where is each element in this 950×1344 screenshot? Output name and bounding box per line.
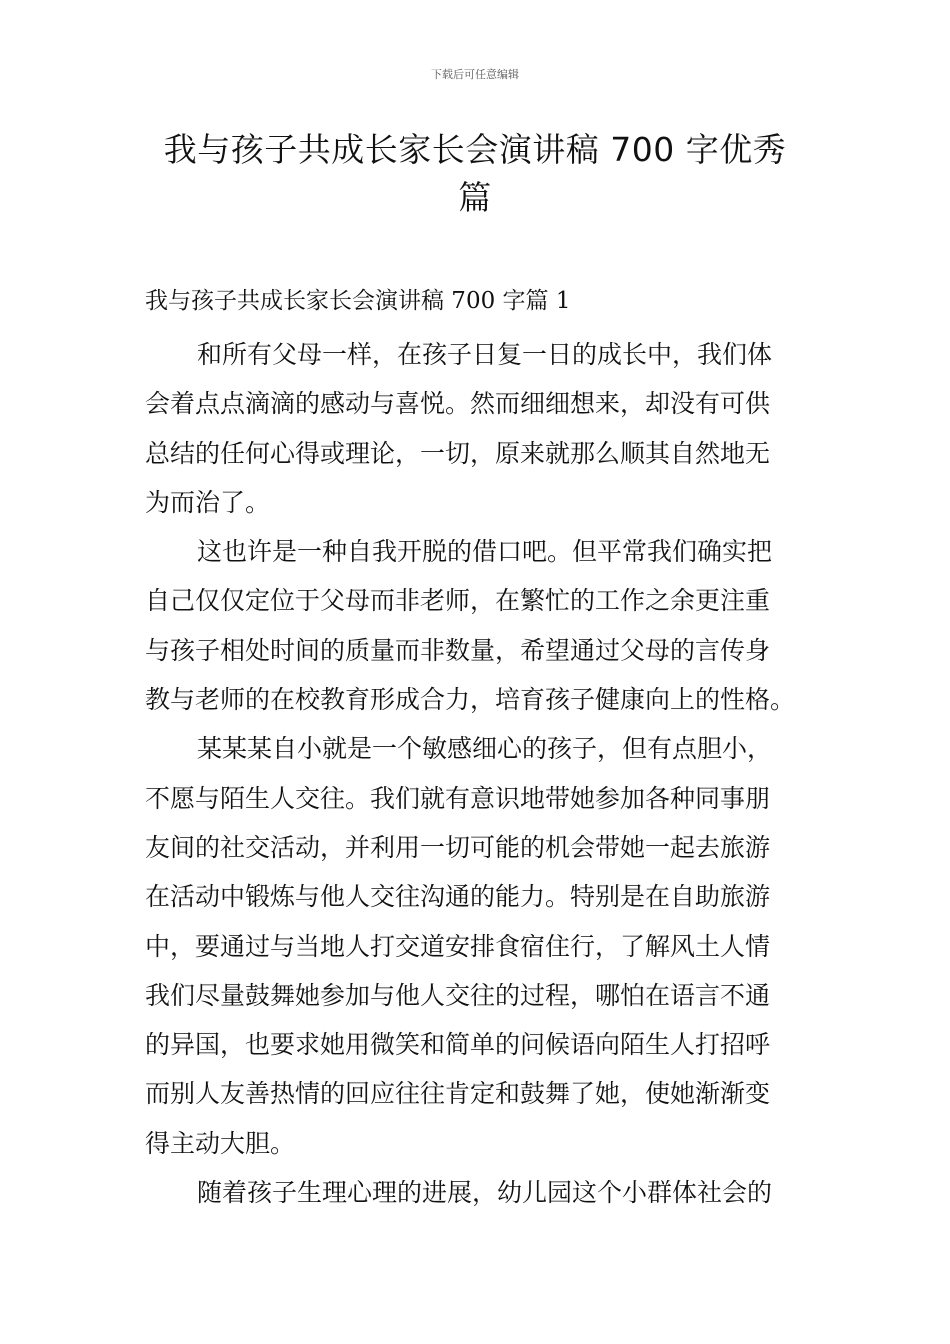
paragraph-line: 自己仅仅定位于父母而非老师，在繁忙的工作之余更注重 (145, 586, 771, 616)
paragraph (145, 1168, 805, 1217)
paragraph-line: 教与老师的在校教育形成合力，培育孩子健康向上的性格。 (145, 685, 796, 715)
paragraph-line: 与孩子相处时间的质量而非数量，希望通过父母的言传身 (145, 635, 771, 665)
paragraph-line: 为而治了。 (145, 487, 271, 517)
paragraph-line: 的异国，也要求她用微笑和简单的问候语向陌生人打招呼 (145, 1030, 771, 1060)
paragraph-line: 得主动大胆。 (145, 1128, 296, 1158)
document-title (145, 126, 805, 222)
paragraph (145, 724, 805, 1168)
page-header-note: 下载后可任意编辑 (431, 68, 519, 81)
section-heading: 我与孩子共成长家长会演讲稿 700 字篇 1 (145, 288, 571, 314)
paragraph (145, 330, 805, 527)
paragraph-line: 随着孩子生理心理的进展，幼儿园这个小群体社会的 (197, 1178, 773, 1208)
paragraph-line: 不愿与陌生人交往。我们就有意识地带她参加各种同事朋 (145, 783, 771, 813)
paragraph-line: 友间的社交活动，并利用一切可能的机会带她一起去旅游 (145, 832, 771, 862)
title-line: 我与孩子共成长家长会演讲稿 700 字优秀 (163, 130, 787, 169)
paragraph-line: 在活动中锻炼与他人交往沟通的能力。特别是在自助旅游 (145, 882, 771, 912)
paragraph-line: 而别人友善热情的回应往往肯定和鼓舞了她，使她渐渐变 (145, 1079, 771, 1109)
paragraph-line: 我们尽量鼓舞她参加与他人交往的过程，哪怕在语言不通 (145, 980, 771, 1010)
paragraph-line: 中，要通过与当地人打交道安排食宿住行，了解风土人情 (145, 931, 771, 961)
paragraph-line: 某某某自小就是一个敏感细心的孩子，但有点胆小， (197, 734, 773, 764)
paragraph-line: 和所有父母一样，在孩子日复一日的成长中，我们体 (197, 340, 773, 369)
paragraph-line: 这也许是一种自我开脱的借口吧。但平常我们确实把 (197, 537, 773, 567)
paragraph-line: 会着点点滴滴的感动与喜悦。然而细细想来，却没有可供 (145, 389, 771, 419)
document-body (145, 330, 805, 1217)
paragraph-line: 总结的任何心得或理论，一切，原来就那么顺其自然地无 (145, 438, 771, 468)
paragraph (145, 527, 805, 724)
title-line: 篇 (458, 178, 492, 217)
